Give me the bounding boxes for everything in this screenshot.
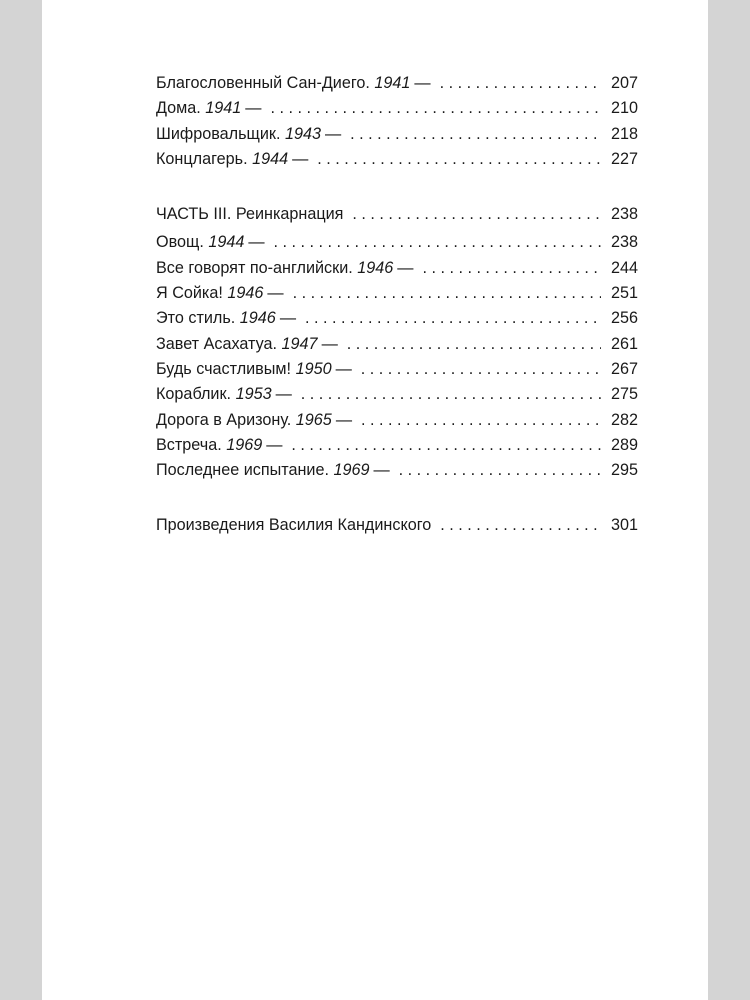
toc-entry-year: 1946 [239,309,276,328]
toc-entry-page: 210 [610,99,638,118]
toc-entry-title: Концлагерь. [156,149,248,168]
dot-leader [305,306,601,331]
toc-entry[interactable] [156,96,638,121]
toc-entry-title: Будь счастливым! [156,359,292,378]
dot-leader [274,230,601,255]
toc-entry-page: 282 [610,410,638,429]
dot-leader [361,357,601,382]
section-spacer [156,172,638,202]
dot-leader [291,433,601,458]
toc-entry[interactable] [156,357,638,382]
toc-entry[interactable] [156,306,638,331]
toc-entry-page: 244 [610,258,638,277]
toc-entry-dash: — [292,149,309,168]
toc-entry[interactable] [156,458,638,483]
toc-entry-year: 1941 [374,74,411,92]
toc-entry[interactable] [156,281,638,306]
toc-entry[interactable] [156,332,638,357]
toc-entry[interactable] [156,513,638,538]
toc-entry-dash: — [248,233,265,252]
toc-entry-year: 1965 [295,410,332,429]
toc-entry-year: 1950 [295,359,332,378]
dot-leader [301,382,601,407]
dot-leader [422,256,601,281]
dot-leader [352,202,601,227]
toc-entry-page: 227 [610,149,638,168]
dot-leader [317,147,601,172]
toc-entry-page: 275 [610,385,638,404]
toc-entry[interactable] [156,71,638,96]
toc-entry-year: 1946 [357,258,394,277]
toc-entry[interactable] [156,230,638,255]
toc-entry-dash: — [279,309,296,328]
toc-entry-title: Это стиль. [156,309,236,328]
toc-entry-dash: — [245,99,262,118]
dot-leader [440,513,601,538]
toc-entry-page: 207 [610,74,638,92]
toc-entry-title: Шифровальщик. [156,124,281,143]
book-page [42,0,708,1000]
toc-entry-page: 251 [610,284,638,303]
toc-entry-page: 267 [610,359,638,378]
toc-entry-title: Благословенный Сан-Диего. [156,74,370,92]
toc-entry-title: Дорога в Аризону. [156,410,292,429]
toc-entry-year: 1947 [281,334,318,353]
dot-leader [361,408,601,433]
toc-entry[interactable] [156,382,638,407]
toc-entry-year: 1941 [205,99,242,118]
toc-entry-title: Все говорят по-английски. [156,258,353,277]
part-title: ЧАСТЬ III. Реинкарнация [156,205,344,224]
toc-entry-dash: — [373,461,390,480]
toc-entry-page: 289 [610,435,638,454]
toc-entry-dash: — [267,284,284,303]
toc-entry-title: Кораблик. [156,385,232,404]
toc-entry-title: Завет Асахатуа. [156,334,278,353]
toc-entry-title: Последнее испытание. [156,461,329,480]
section-spacer [156,483,638,513]
toc-entry-page: 218 [610,124,638,143]
toc-entry[interactable] [156,122,638,147]
toc-entry-dash: — [335,410,352,429]
toc-part-heading[interactable] [156,202,638,227]
toc-entry-page: 295 [610,461,638,480]
toc-entry-dash: — [324,124,342,143]
toc-entry-dash: — [266,435,283,454]
toc-entry-year: 1943 [284,124,321,143]
toc-entry[interactable] [156,408,638,433]
dot-leader [350,122,601,147]
toc-entry-dash: — [414,74,431,92]
toc-entry-title: Встреча. [156,435,222,454]
toc-entry[interactable] [156,147,638,172]
toc-entry-title: Произведения Василия Кандинского [156,516,432,535]
toc-entry-dash: — [397,258,414,277]
toc-entry[interactable] [156,433,638,458]
toc-entry-dash: — [335,359,352,378]
toc-entry-page: 256 [610,309,638,328]
dot-leader [270,96,601,121]
toc-entry-dash: — [321,334,338,353]
toc-entry-page: 238 [610,233,638,252]
toc-entry[interactable] [156,256,638,281]
toc-entry-year: 1944 [252,149,289,168]
dot-leader [293,281,601,306]
toc-entry-year: 1946 [227,284,264,303]
dot-leader [399,458,601,483]
toc-entry-dash: — [275,385,292,404]
toc-entry-title: Овощ. [156,233,204,252]
toc-entry-page: 261 [610,334,638,353]
dot-leader [347,332,601,357]
part-page: 238 [610,205,638,224]
toc-entry-year: 1944 [208,233,245,252]
dot-leader [440,71,601,96]
toc-entry-title: Дома. [156,99,201,118]
toc-entry-page: 301 [610,516,638,535]
toc-entry-year: 1969 [226,435,263,454]
toc-entry-year: 1953 [235,385,272,404]
toc-entry-title: Я Сойка! [156,284,223,303]
toc-entry-year: 1969 [333,461,370,480]
table-of-contents [156,71,638,539]
